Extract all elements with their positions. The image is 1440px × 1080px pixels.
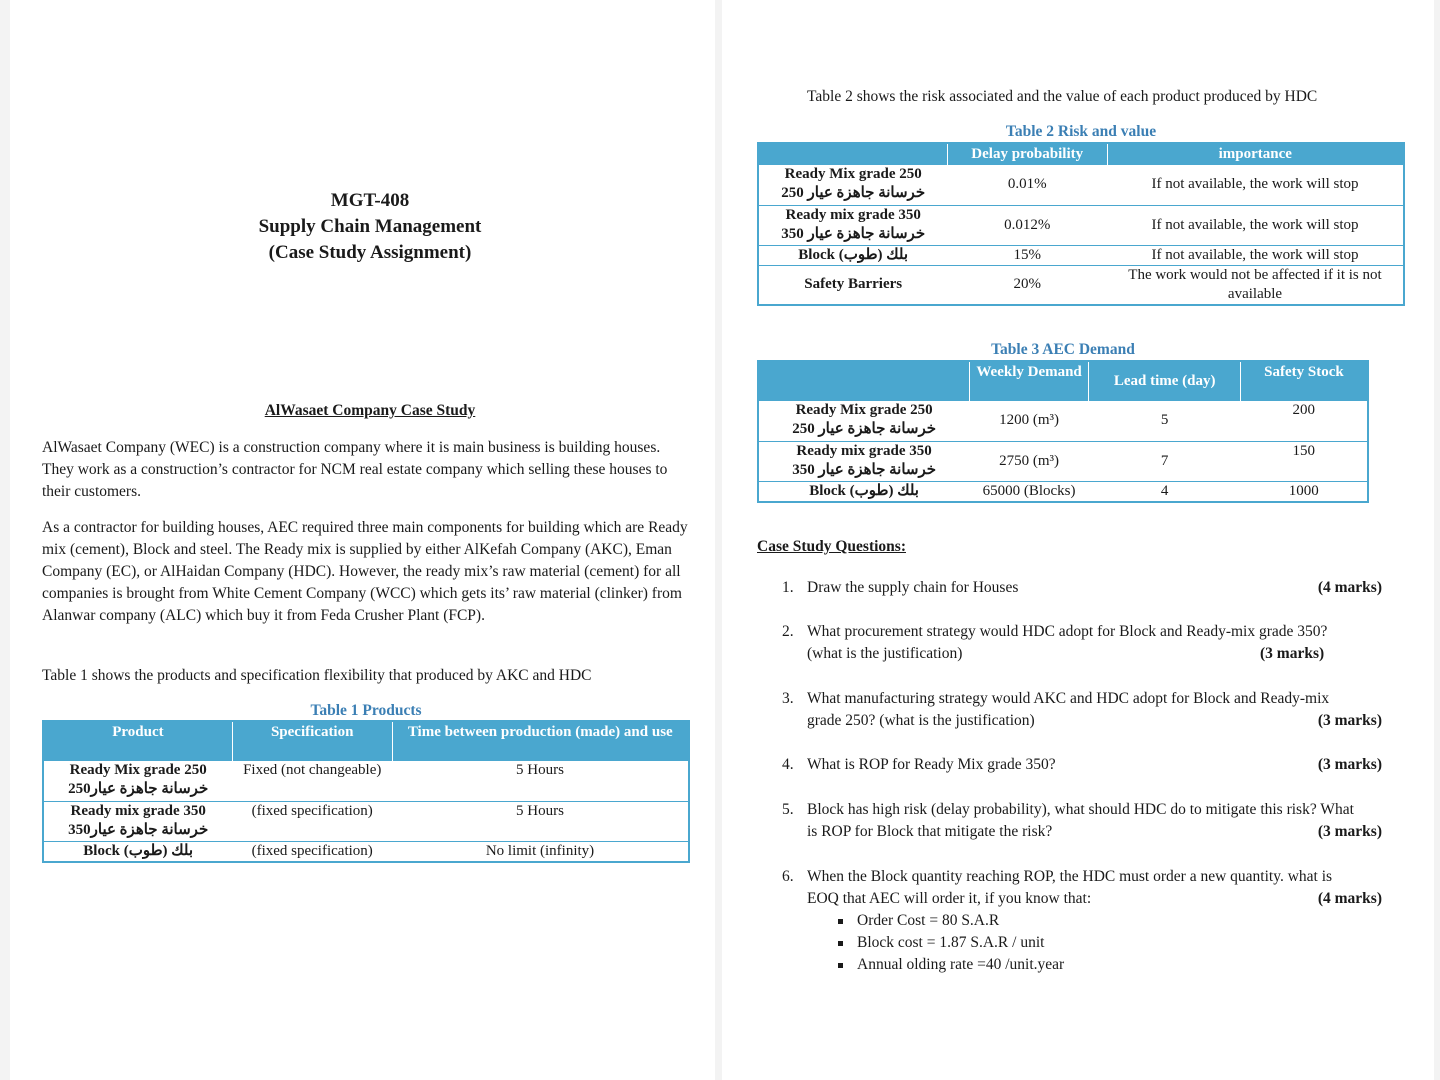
lead-time-cell: 5 — [1160, 412, 1169, 429]
product-arabic-name: خرسانة جاهزة عيار350 — [68, 821, 209, 838]
table3-caption: Table 3 AEC Demand — [991, 341, 1135, 358]
left-page — [10, 0, 715, 1080]
importance-cell: If not available, the work will stop — [1151, 176, 1359, 193]
delay-cell: 0.012% — [947, 205, 1107, 245]
case-study-heading: AlWasaet Company Case Study — [264, 402, 476, 419]
list-item: Block cost = 1.87 S.A.R / unit — [832, 932, 1064, 954]
safety-stock-cell: 150 — [1240, 441, 1368, 481]
question-number: 6. — [782, 868, 794, 885]
question-text: What procurement strategy would HDC adopt for Block and Ready-mix grade 350? — [807, 623, 1328, 640]
questions-heading: Case Study Questions: — [757, 538, 906, 555]
demand-cell: 2750 (m³) — [969, 441, 1089, 481]
product-name: Block (طوب) بلك — [43, 841, 232, 862]
product-arabic-name: خرسانة جاهزة عيار 350 — [781, 225, 926, 242]
question-number: 3. — [782, 690, 794, 707]
demand-cell: 1200 (m³) — [999, 412, 1060, 429]
spec-cell: Fixed (not changeable) — [243, 762, 382, 778]
product-name: Ready Mix grade 250 — [69, 762, 207, 778]
question-3 — [782, 688, 1382, 732]
question-marks: (3 marks) — [1317, 756, 1382, 773]
question-marks: (3 marks) — [1317, 712, 1382, 729]
table-row — [758, 481, 1368, 502]
product-name: Ready Mix grade 250 — [784, 166, 922, 182]
table-row — [758, 205, 1404, 245]
column-header-lead-time: Lead time (day) — [1089, 361, 1240, 401]
delay-cell: 20% — [947, 265, 1107, 305]
question-marks: (4 marks) — [1317, 890, 1382, 907]
question-text-line2: is ROP for Block that mitigate the risk? — [807, 823, 1053, 840]
list-item: Annual olding rate =40 /unit.year — [832, 954, 1064, 976]
document-title-block — [10, 188, 730, 266]
question-text: When the Block quantity reaching ROP, the HDC must order a new quantity. what is — [807, 868, 1333, 885]
delay-cell: 0.01% — [1007, 176, 1047, 193]
spec-cell: (fixed specification) — [232, 801, 392, 841]
right-page — [722, 0, 1434, 1080]
time-cell: 5 Hours — [392, 801, 689, 841]
importance-cell: The work would not be affected if it is not available — [1107, 265, 1404, 305]
course-name: Supply Chain Management — [258, 216, 482, 237]
table-row — [43, 801, 689, 841]
spec-cell: (fixed specification) — [232, 841, 392, 862]
column-header-product: Product — [43, 721, 232, 761]
table-row — [758, 441, 1368, 481]
table-row — [758, 165, 1404, 205]
table-row — [43, 761, 689, 801]
question-6 — [782, 866, 1382, 981]
safety-stock-cell: 200 — [1292, 402, 1315, 418]
product-name: Ready mix grade 350 — [785, 206, 921, 223]
product-name: Block (طوب) بلك — [758, 481, 969, 502]
product-name: Ready mix grade 350 — [70, 802, 206, 819]
table-row — [758, 245, 1404, 265]
question-text: Block has high risk (delay probability), what should HDC do to mitigate this risk? What — [807, 801, 1354, 818]
question-text: What manufacturing strategy would AKC and HDC adopt for Block and Ready-mix — [807, 690, 1330, 707]
table-row — [758, 265, 1404, 305]
contractor-paragraph: As a contractor for building houses, AEC required three main components for building which are Ready mix (cement), Block and steel. The Ready mix is supplied by either AlKefah Company (AKC), Eman Company (EC), or AlHaidan Company (HDC). However, the ready mix’s raw material (cement) for all companies is brought from White Cement Company (WCC) which gets its’ raw material (clinker) from Alanwar company (ALC) which buy it from Feda Crusher Plant (FCP). — [42, 519, 688, 624]
question-text: Draw the supply chain for Houses — [807, 579, 1019, 596]
lead-time-cell: 7 — [1089, 441, 1240, 481]
product-name: Safety Barriers — [758, 265, 947, 305]
aec-demand-table — [757, 360, 1369, 503]
column-header-blank — [758, 143, 947, 165]
list-item: Order Cost = 80 S.A.R — [832, 910, 1064, 932]
intro-paragraph: AlWasaet Company (WEC) is a construction company where it is main business is building houses. They work as a construction’s contractor for NCM real estate company which selling these houses to their customers. — [42, 439, 668, 500]
question-text-line2: grade 250? (what is the justification) — [807, 712, 1035, 729]
product-arabic-name: خرسانة جاهزة عيار250 — [68, 781, 209, 797]
course-code: MGT-408 — [330, 190, 410, 211]
table1-caption: Table 1 Products — [310, 702, 422, 719]
table-row — [43, 841, 689, 862]
question-text-line2: (what is the justification) — [807, 645, 963, 662]
demand-cell: 65000 (Blocks) — [969, 481, 1089, 502]
column-header-safety-stock: Safety Stock — [1240, 361, 1368, 401]
column-header-weekly-demand: Weekly Demand — [969, 361, 1089, 401]
delay-cell: 15% — [947, 245, 1107, 265]
question-marks: (3 marks) — [1260, 645, 1325, 662]
question-number: 1. — [782, 579, 794, 596]
eoq-parameters-list — [832, 910, 1064, 976]
question-5 — [782, 799, 1382, 843]
time-cell: 5 Hours — [516, 762, 564, 778]
column-header-blank — [758, 361, 969, 401]
table-row — [758, 401, 1368, 441]
question-marks: (4 marks) — [1317, 579, 1382, 596]
importance-cell: If not available, the work will stop — [1107, 245, 1404, 265]
product-arabic-name: خرسانة جاهزة عيار 250 — [781, 185, 926, 201]
assignment-subtitle: (Case Study Assignment) — [268, 242, 472, 263]
question-2 — [782, 621, 1402, 665]
column-header-time: Time between production (made) and use — [392, 721, 689, 761]
question-text: What is ROP for Ready Mix grade 350? — [807, 756, 1056, 773]
question-marks: (3 marks) — [1317, 823, 1382, 840]
table2-intro: Table 2 shows the risk associated and the value of each product produced by HDC — [807, 88, 1318, 105]
question-text-line2: EOQ that AEC will order it, if you know that: — [807, 890, 1092, 907]
table2-caption: Table 2 Risk and value — [1005, 123, 1157, 140]
risk-value-table — [757, 142, 1405, 306]
lead-time-cell: 4 — [1089, 481, 1240, 502]
table1-intro: Table 1 shows the products and specification flexibility that produced by AKC and HDC — [42, 667, 592, 684]
question-number: 4. — [782, 756, 794, 773]
product-arabic-name: خرسانة جاهزة عيار 350 — [792, 461, 937, 478]
product-arabic-name: خرسانة جاهزة عيار 250 — [792, 421, 937, 437]
column-header-importance: importance — [1107, 143, 1404, 165]
column-header-specification: Specification — [232, 721, 392, 761]
column-header-delay: Delay probability — [947, 143, 1107, 165]
question-number: 2. — [782, 623, 794, 640]
product-name: Ready mix grade 350 — [796, 442, 932, 459]
time-cell: No limit (infinity) — [392, 841, 689, 862]
products-table — [42, 720, 690, 863]
question-number: 5. — [782, 801, 794, 818]
product-name: Ready Mix grade 250 — [795, 402, 933, 418]
safety-stock-cell: 1000 — [1240, 481, 1368, 502]
product-name: Block (طوب) بلك — [758, 245, 947, 265]
importance-cell: If not available, the work will stop — [1107, 205, 1404, 245]
